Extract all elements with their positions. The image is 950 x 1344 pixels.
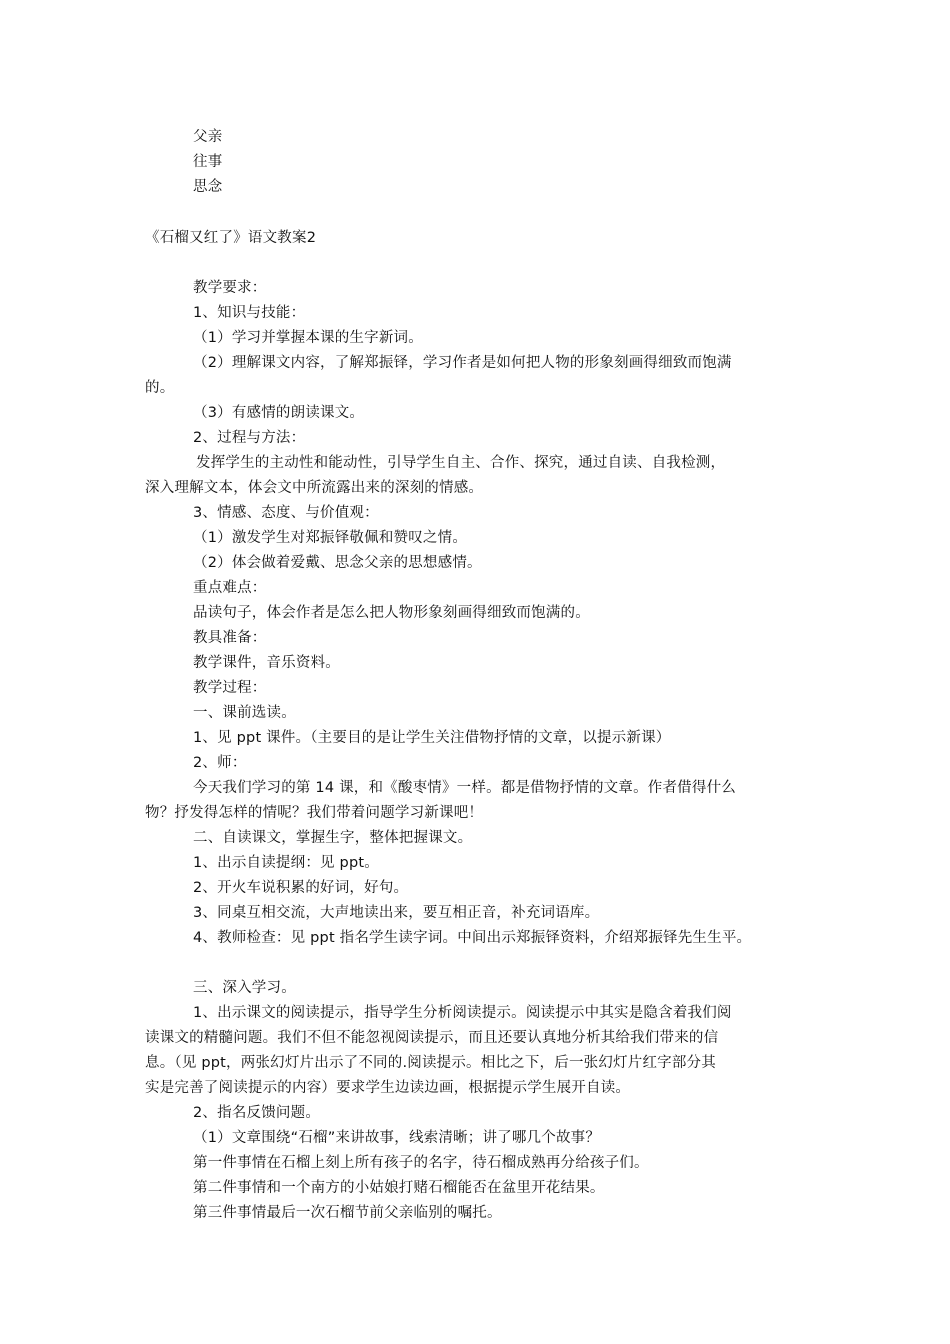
paragraph: （3）有感情的朗读课文。 bbox=[193, 405, 365, 421]
subheading: 一、课前选读。 bbox=[193, 705, 296, 721]
paragraph: （1）激发学生对郑振铎敬佩和赞叹之情。 bbox=[193, 530, 468, 546]
paragraph: 今天我们学习的第 14 课，和《酸枣情》一样。都是借物抒情的文章。作者借得什么 bbox=[193, 780, 736, 796]
heading: 教学过程： bbox=[193, 680, 267, 696]
paragraph: 发挥学生的主动性和能动性，引导学生自主、合作、探究，通过自读、自我检测， bbox=[196, 455, 726, 471]
paragraph: 教学课件，音乐资料。 bbox=[193, 655, 340, 671]
paragraph: 第三件事情最后一次石榴节前父亲临别的嘱托。 bbox=[193, 1205, 502, 1221]
paragraph: 读课文的精髓问题。我们不但不能忽视阅读提示，而且还要认真地分析其给我们带来的信 bbox=[145, 1030, 719, 1046]
subheading: 3、情感、态度、与价值观： bbox=[193, 505, 379, 521]
subheading: 二、自读课文，掌握生字，整体把握课文。 bbox=[193, 830, 473, 846]
subheading: 1、知识与技能： bbox=[193, 305, 306, 321]
subheading: 三、深入学习。 bbox=[193, 980, 296, 996]
paragraph: 物？抒发得怎样的情呢？我们带着问题学习新课吧！ bbox=[145, 805, 484, 821]
paragraph: 品读句子，体会作者是怎么把人物形象刻画得细致而饱满的。 bbox=[193, 605, 590, 621]
paragraph: （2）理解课文内容，了解郑振铎，学习作者是如何把人物的形象刻画得细致而饱满 bbox=[193, 355, 732, 371]
paragraph: 第一件事情在石榴上刻上所有孩子的名字，待石榴成熟再分给孩子们。 bbox=[193, 1155, 649, 1171]
paragraph: 1、见 ppt 课件。（主要目的是让学生关注借物抒情的文章，以提示新课） bbox=[193, 730, 671, 746]
paragraph: （1）文章围绕“石榴”来讲故事，线索清晰；讲了哪几个故事？ bbox=[193, 1130, 601, 1146]
list-item: 思念 bbox=[193, 179, 223, 195]
paragraph: 深入理解文本，体会文中所流露出来的深刻的情感。 bbox=[145, 480, 484, 496]
subheading: 2、过程与方法： bbox=[193, 430, 306, 446]
heading: 重点难点： bbox=[193, 580, 267, 596]
heading: 教学要求： bbox=[193, 280, 267, 296]
paragraph: 息。（见 ppt，两张幻灯片出示了不同的.阅读提示。相比之下，后一张幻灯片红字部分其 bbox=[145, 1055, 716, 1071]
paragraph: 2、开火车说积累的好词，好句。 bbox=[193, 880, 409, 896]
paragraph: （1）学习并掌握本课的生字新词。 bbox=[193, 330, 423, 346]
heading: 教具准备： bbox=[193, 630, 267, 646]
paragraph: 第二件事情和一个南方的小姑娘打赌石榴能否在盆里开花结果。 bbox=[193, 1180, 605, 1196]
paragraph: 实是完善了阅读提示的内容）要求学生边读边画，根据提示学生展开自读。 bbox=[145, 1080, 631, 1096]
paragraph: 2、师： bbox=[193, 755, 247, 771]
paragraph: 1、出示自读提纲：见 ppt。 bbox=[193, 855, 379, 871]
paragraph: 3、同桌互相交流，大声地读出来，要互相正音，补充词语库。 bbox=[193, 905, 600, 921]
paragraph: （2）体会做着爱戴、思念父亲的思想感情。 bbox=[193, 555, 482, 571]
paragraph: 的。 bbox=[145, 380, 175, 396]
paragraph: 4、教师检查：见 ppt 指名学生读字词。中间出示郑振铎资料，介绍郑振铎先生生平。 bbox=[193, 930, 752, 946]
paragraph: 2、指名反馈问题。 bbox=[193, 1105, 321, 1121]
section-title: 《石榴又红了》语文教案2 bbox=[145, 230, 317, 246]
list-item: 父亲 bbox=[193, 129, 223, 145]
paragraph: 1、出示课文的阅读提示，指导学生分析阅读提示。阅读提示中其实是隐含着我们阅 bbox=[193, 1005, 732, 1021]
list-item: 往事 bbox=[193, 154, 223, 170]
